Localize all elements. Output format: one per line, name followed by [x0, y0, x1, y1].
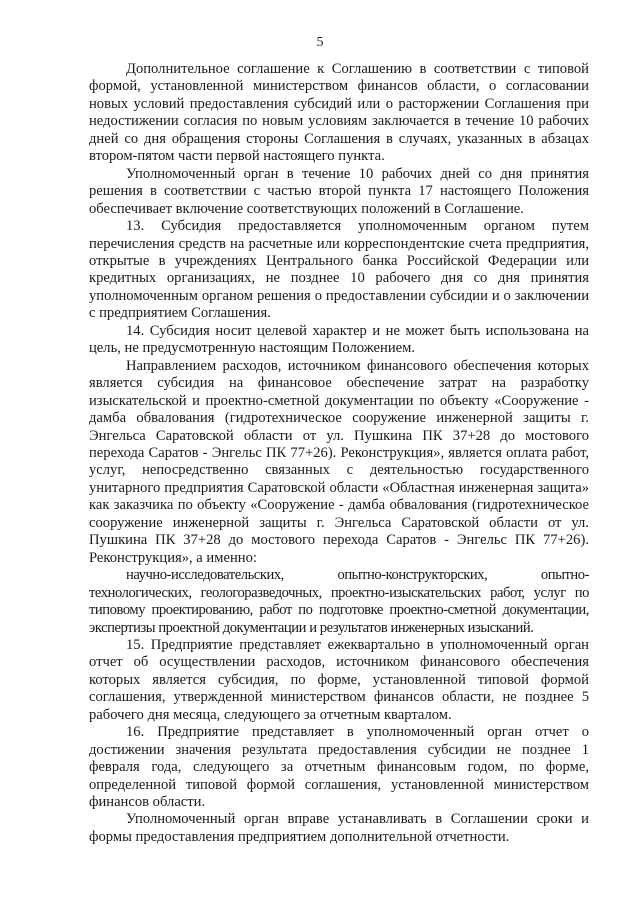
paragraph-works-list: научно-исследовательских, опытно-конструкторских, опытно-технологических, геологоразведочных, проектно-изыскательских работ, услуг по типовому проектированию, работ по подготовке проектно-сметной документации, экспертизы проектной документации и результатов инженерных изысканий.	[89, 567, 589, 636]
paragraph-15-quarterly-report: 15. Предприятие представляет ежеквартально в уполномоченный орган отчет об осуществлении расходов, источником финансового обеспечения которых является субсидия, по форме, установленной типовой формой соглашения, утвержденной министерством финансов области, не позднее 5 рабочего дня месяца, следующего за отчетным кварталом.	[89, 636, 589, 723]
paragraph-additional-agreement: Дополнительное соглашение к Соглашению в соответствии с типовой формой, установленной министерством финансов области, о согласовании новых условий предоставления субсидий или о расторжении Соглашения при недостижении согласия по новым условиям заключается в течение 10 рабочих дней со дня обращения стороны Соглашения в случаях, указанных в абзацах втором-пятом части первой настоящего пункта.	[89, 61, 589, 165]
paragraph-14-target-purpose: 14. Субсидия носит целевой характер и не может быть использована на цель, не предусмотренную настоящим Положением.	[89, 322, 589, 357]
paragraph-authorized-body-provisions: Уполномоченный орган в течение 10 рабочих дней со дня принятия решения в соответствии с частью второй пункта 17 настоящего Положения обеспечивает включение соответствующих положений в Соглашение.	[89, 165, 589, 217]
document-body	[89, 61, 589, 846]
paragraph-16-result-report: 16. Предприятие представляет в уполномоченный орган отчет о достижении значения результата предоставления субсидии не позднее 1 февраля года, следующего за отчетным финансовым годом, по форме, определенной типовой формой соглашения, установленной министерством финансов области.	[89, 724, 589, 811]
paragraph-additional-reporting: Уполномоченный орган вправе устанавливать в Соглашении сроки и формы предоставления предприятием дополнительной отчетности.	[89, 811, 589, 845]
paragraph-expense-direction: Направлением расходов, источником финансового обеспечения которых является субсидия на финансовое обеспечение затрат на разработку изыскательской и проектно-сметной документации по объекту «Сооружение - дамба обвалования (гидротехническое сооружение инженерной защиты г. Энгельса Саратовской области от ул. Пушкина ПК 37+28 до мостового перехода Саратов - Энгельс ПК 77+26). Реконструкция», является оплата работ, услуг, непосредственно связанных с деятельностью государственного унитарного предприятия Саратовской области «Областная инженерная защита» как заказчика по объекту «Сооружение - дамба обвалования (гидротехническое сооружение инженерной защиты г. Энгельса Саратовской области от ул. Пушкина ПК 37+28 до мостового перехода Саратов - Энгельс ПК 77+26). Реконструкция», а именно:	[89, 357, 589, 566]
paragraph-13-subsidy-transfer: 13. Субсидия предоставляется уполномоченным органом путем перечисления средств на расчетные или корреспондентские счета предприятия, открытые в учреждениях Центрального банка Российской Федерации или кредитных организациях, не позднее 10 рабочего дня со дня принятия уполномоченным органом решения о предоставлении субсидии и о заключении с предприятием Соглашения.	[89, 218, 589, 322]
page-number: 5	[316, 35, 324, 50]
